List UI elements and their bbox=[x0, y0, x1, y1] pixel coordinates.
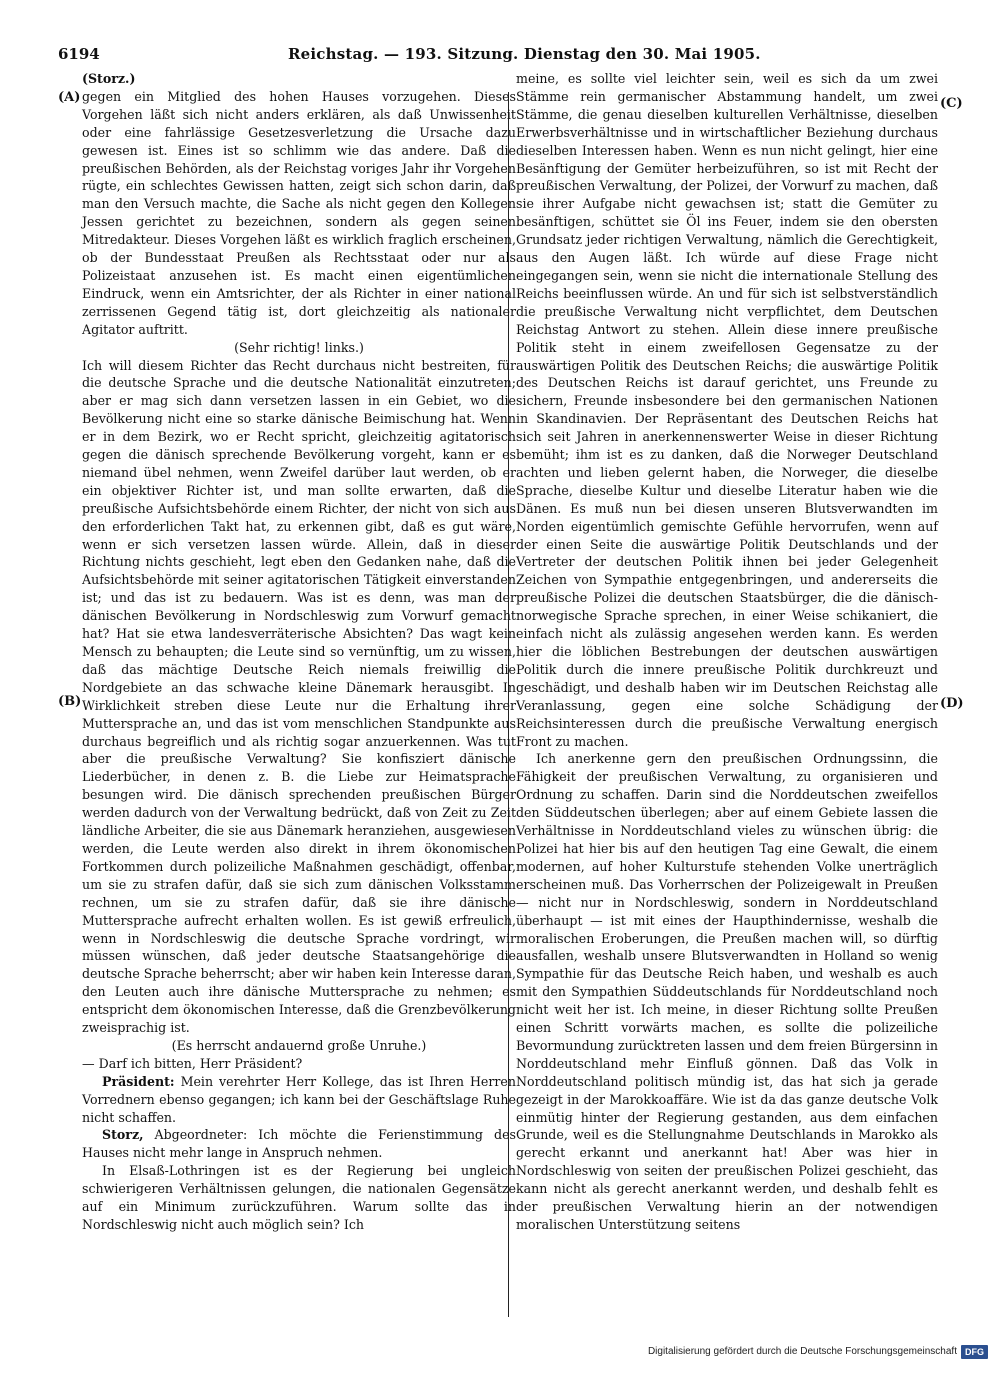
digitization-footer bbox=[648, 1343, 988, 1361]
paragraph: Ich will diesem Richter das Recht durchaus nicht bestreiten, für die deutsche Sprache und die deutsche Nationalität einzutreten; aber er mag sich dann versetzen lassen in ein Gebiet, wo die Bevölkerung nicht eine so starke dänische Beimischung hat. Wenn er in dem Bezirk, wo er Recht spricht, gleichzeitig agitatorisch gegen die dänisch sprechende Bevölkerung vorgeht, kann er es niemand übel nehmen, wenn Zweifel darüber laut werden, ob er ein objektiver Richter ist, und man sollte erwarten, daß die preußische Aufsichtsbehörde einem Richter, der nicht von sich aus den erforderlichen Takt hat, zu erkennen gibt, daß es gut wäre, wenn er sich versetzen lassen würde. Allein, daß in dieser Richtung nichts geschieht, legt eben den Gedanken nahe, daß die Aufsichtsbehörde mit seiner agitatorischen Tätigkeit einverstanden ist; und das ist zu bedauern. Was ist es denn, was man der dänischen Bevölkerung in Nordschleswig zum Vorwurf gemacht hat? Hat sie etwa landesverräterische Absichten? Das wagt kein Mensch zu behaupten; die Leute sind so vernünftig, um zu wissen, daß das mächtige Deutsche Reich niemals freiwillig die Nordgebiete an das schwache kleine Dänemark herausgibt. In Wirklichkeit streben diese Leute nur die Erhaltung ihrer Muttersprache an, und das ist vom menschlichen Standpunkte aus durchaus begreiflich und als richtig sogar anzuerkennen. Was tut aber die preußische Verwaltung? Sie konfisziert dänische Liederbücher, in denen z. B. die Liebe zur Heimatsprache besungen wird. Die dänisch sprechenden preußischen Bürger werden dadurch von der Verwaltung bedrückt, daß von Zeit zu Zeit ländliche Arbeiter, die sie aus Dänemark heranziehen, ausgewiesen werden, die Leute werden also direkt in ihrem ökonomischen Fortkommen durch polizeiliche Maßnahmen geschädigt, offenbar, um sie zu strafen dafür, daß sie sich zum dänischen Volksstamm rechnen, um sie zu strafen dafür, daß sie ihre dänische Muttersprache aufrecht erhalten wollen. Es ist gewiß erfreulich, wenn in Nordschleswig die deutsche Sprache vordringt, wir müssen wünschen, daß jeder deutsche Staatsangehörige die deutsche Sprache beherrscht; aber wir haben kein Interesse daran, den Leuten auch ihre dänische Muttersprache zu nehmen; es entspricht dem ökonomischen Interesse, daß die Grenzbevölkerung zweisprachig ist. bbox=[82, 357, 516, 1036]
interjection: (Sehr richtig! links.) bbox=[234, 339, 364, 355]
paragraph: gegen ein Mitglied des hohen Hauses vorzugehen. Dieses Vorgehen läßt sich nicht anders erklären, als daß Unwissenheit oder eine fahrlässige Gesetzesverletzung die Ursache dazu gewesen ist. Eines ist so schlimm wie das andere. Daß die preußischen Behörden, als der Reichstag voriges Jahr ihr Vorgehen rügte, ein schlechtes Gewissen hatten, zeigt sich schon darin, daß man den Versuch machte, die Sache als nicht gegen den Kollegen Jessen gerichtet zu bezeichnen, sondern als gegen seinen Mitredakteur. Dieses Vorgehen läßt es wirklich fraglich erscheinen, ob der Bundesstaat Preußen als Rechtsstaat oder nur als Polizeistaat anzusehen ist. Es macht einen eigentümlichen Eindruck, wenn ein Amtsrichter, der als Richter in einer national zerrissenen Gegend tätig ist, dort gleichzeitig als nationaler Agitator auftritt. bbox=[82, 88, 516, 337]
dfg-logo: DFG bbox=[961, 1345, 988, 1359]
storz-label: Storz, bbox=[102, 1127, 144, 1143]
president-statement bbox=[82, 1073, 516, 1127]
page-number: 6194 bbox=[58, 45, 100, 63]
left-column bbox=[82, 70, 516, 1234]
right-column bbox=[516, 70, 938, 1234]
paragraph: meine, es sollte viel leichter sein, weil es sich da um zwei Stämme rein germanischer Abstammung handelt, um zwei Stämme, die genau dieselben kulturellen Verhältnisse, dieselben Erwerbsverhältnisse und in wirtschaftlicher Beziehung durchaus dieselben Interessen haben. Wenn es nun nicht gelingt, hier eine Besänftigung der Gemüter herbeizuführen, so ist mit Recht der preußischen Verwaltung, der Polizei, der Vorwurf zu machen, daß sie ihrer Aufgabe nicht gewachsen ist; statt die Gemüter zu besänftigen, schüttet sie Öl ins Feuer, indem sie den obersten Grundsatz jeder richtigen Verwaltung, nämlich die Gerechtigkeit, aus den Augen läßt. Ich würde auf diese Frage nicht eingegangen sein, wenn sie nicht die internationale Stellung des Reichs beeinflussen würde. An und für sich ist selbstverständlich die preußische Verwaltung nicht verpflichtet, dem Deutschen Reichstag Antwort zu stehen. Allein diese innere preußische Politik steht in einem zweifellosen Gegensatze zu der auswärtigen Politik des Deutschen Reichs; die auswärtige Politik des Deutschen Reichs ist darauf gerichtet, uns Freunde zu sichern, Freunde insbesondere bei den germanischen Nationen in Skandinavien. Der Repräsentant des Deutschen Reichs hat sich seit Jahren in anerkennenswerter Weise in dieser Richtung bemüht; ihm ist es zu danken, daß die Norweger Deutschland achten und lieben gelernt haben, die Norweger, die dieselbe Sprache, dieselbe Kultur und dieselbe Literatur haben wie die Dänen. Es muß nun bei diesen unseren Blutsverwandten im Norden eigentümlich gemischte Gefühle hervorrufen, wenn auf der einen Seite die auswärtige Politik Deutschlands und der Vertreter der deutschen Politik ihnen bei jeder Gelegenheit Zeichen von Sympathie entgegenbringen, und andererseits die preußische Polizei die deutschen Staatsbürger, die die dänisch-norwegische Sprache sprechen, in einer Weise schikaniert, die einfach nicht als zulässig angesehen werden kann. Es werden hier die löblichen Bestrebungen der deutschen auswärtigen Politik durch die innere preußische Politik durchkreuzt und geschädigt, und deshalb haben wir im Deutschen Reichstag alle Veranlassung, gegen eine solche Schädigung der Reichsinteressen durch die preußische Verwaltung energisch Front zu machen. bbox=[516, 71, 938, 749]
footer-text: Digitalisierung gefördert durch die Deutsche Forschungsgemeinschaft bbox=[647, 1346, 957, 1357]
paragraph: In Elsaß-Lothringen ist es der Regierung bei ungleich schwierigeren Verhältnissen gelungen, die nationalen Gegensätze auf ein Minimum zurückzuführen. Warum sollte das in Nordschleswig nicht auch möglich sein? Ich bbox=[82, 1163, 516, 1232]
speaker-tag: (Storz.) bbox=[82, 71, 136, 86]
storz-text: Abgeordneter: Ich möchte die Ferienstimmung des Hauses nicht mehr lange in Anspruch nehmen. bbox=[82, 1127, 516, 1161]
interjection: (Es herrscht andauernd große Unruhe.) bbox=[171, 1037, 427, 1053]
paragraph: — Darf ich bitten, Herr Präsident? bbox=[82, 1055, 303, 1071]
margin-mark-c: (C) bbox=[940, 96, 963, 111]
storz-statement bbox=[82, 1126, 516, 1162]
president-text: Mein verehrter Herr Kollege, das ist Ihren Herren Vorrednern ebenso gegangen; ich kann bei der Geschäftslage Ruhe nicht schaffen. bbox=[82, 1073, 516, 1125]
margin-mark-a: (A) bbox=[58, 90, 81, 105]
running-head: Reichstag. — 193. Sitzung. Dienstag den 30. Mai 1905. bbox=[288, 45, 761, 63]
president-label: Präsident: bbox=[102, 1073, 175, 1089]
margin-mark-b: (B) bbox=[58, 694, 82, 709]
page-header bbox=[58, 43, 938, 65]
margin-mark-d: (D) bbox=[940, 696, 964, 711]
paragraph: Ich anerkenne gern den preußischen Ordnungssinn, die Fähigkeit der preußischen Verwaltung, zu organisieren und Ordnung zu schaffen. Darin sind die Norddeutschen zweifellos den Süddeutschen überlegen; aber auf einem Gebiete lassen die Verhältnisse in Norddeutschland vieles zu wünschen übrig: die Polizei hat hier bis auf den heutigen Tag eine Gewalt, die einem modernen, auf hoher Kulturstufe stehenden Volke unerträglich erscheinen muß. Das Vorherrschen der Polizeigewalt in Preußen — nicht nur in Nordschleswig, sondern in Norddeutschland überhaupt — ist mit eines der Haupthindernisse, weshalb die moralischen Eroberungen, die Preußen machen will, so dürftig ausfallen, weshalb unsere Blutsverwandten in Holland so wenig Sympathie für das Deutsche Reich haben, und weshalb es auch mit den Sympathien Süddeutschlands für Norddeutschland noch nicht weit her ist. Ich meine, in dieser Richtung sollte Preußen einen Schritt vorwärts machen, es sollte die polizeiliche Bevormundung zurücktreten lassen und dem freien Bürgersinn in Norddeutschland mehr Einfluß gönnen. Daß das Volk in Norddeutschland politisch mündig ist, das hat sich ja gerade gezeigt in der Marokkoaffäre. Wie ist da das ganze deutsche Volk einmütig hinter der Regierung gestanden, aus dem einfachen Grunde, weil es die Stellungnahme Deutschlands in Marokko als gerecht erkannt und anerkannt hat! Aber was hier in Nordschleswig von seiten der preußischen Polizei geschieht, das kann nicht als gerecht anerkannt werden, und deshalb fehlt es der preußischen Verwaltung hierin an der notwendigen moralischen Unterstützung seitens bbox=[516, 751, 938, 1232]
